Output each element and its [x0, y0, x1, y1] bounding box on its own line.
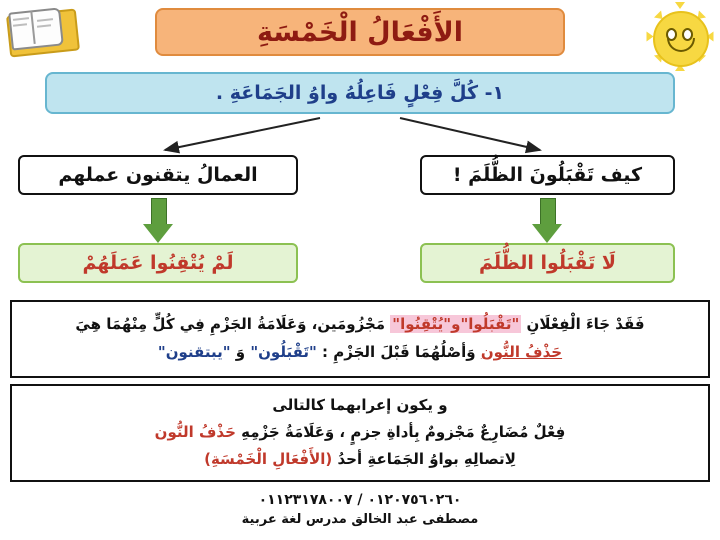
example-question-left: العمالُ يتقنون عملهم [18, 155, 298, 195]
explanation-line-1 [26, 310, 694, 338]
parsing-highlight-1: حَذْفُ النُّون [154, 423, 236, 441]
down-arrow-left-icon [143, 198, 173, 244]
parsing-header: و يكون إعرابهما كالتالى [272, 396, 448, 414]
explanation-text-2b: وَ [230, 343, 251, 361]
example-answer-left: لَمْ يُتْقِنُوا عَمَلَهُمْ [18, 243, 298, 283]
footer-phone-numbers: ٠١٢٠٧٥٦٠٢٦٠ / ٠١١٢٣١٧٨٠٠٧ [258, 492, 462, 508]
parsing-line-1 [26, 419, 694, 446]
open-book-icon [8, 8, 80, 54]
parsing-box [10, 384, 710, 482]
parsing-line-2 [26, 446, 694, 473]
example-answer-right: لَا تَقْبَلُوا الظُّلَمَ [420, 243, 675, 283]
explanation-box [10, 300, 710, 378]
footer [0, 492, 720, 527]
footer-credit: مصطفى عبد الخالق مدرس لغة عربية [241, 512, 479, 527]
explanation-text-2a: وَأصْلُهُمَا قَبْلَ الجَزْمِ : [316, 343, 481, 361]
down-arrow-right-icon [532, 198, 562, 244]
explanation-highlight-1: "تَقْبَلُوا"و"يُتْقِنُوا" [392, 315, 520, 333]
parsing-highlight-2: (الأَفْعَالِ الْخَمْسَةِ) [204, 450, 333, 468]
rule-banner [45, 72, 675, 114]
parsing-text-1: فِعْلٌ مُضَارِعٌ مَجْزومٌ بِأداةِ جزمٍ ، وَعَلَامَةُ جَزْمِهِ [235, 423, 566, 441]
explanation-highlight-4: "يبتقنون" [157, 343, 231, 361]
page-title-text: الأَفْعَالُ الْخَمْسَةِ [256, 16, 464, 48]
explanation-highlight-3: "تَقْبَلُون" [250, 343, 317, 361]
smiling-sun-icon [648, 6, 710, 68]
example-question-right: كيف تَقْبَلُونَ الظُّلَمَ ! [420, 155, 675, 195]
explanation-line-2 [26, 338, 694, 366]
rule-text: ١- كُلَّ فِعْلٍ فَاعِلُهُ واوُ الجَمَاعَةِ . [215, 82, 505, 104]
explanation-text-1b: مَجْزُومَين، وَعَلَامَةُ الجَزْمِ فِي كُلٍّ مِنْهُمَا هِيَ [75, 315, 391, 333]
explanation-highlight-2: حَذْفُ النُّون [480, 343, 563, 361]
parsing-text-2: لِاتصالِهِ بواوُ الجَمَاعةِ أحدُ [332, 450, 516, 468]
explanation-text-1a: فَقَدْ جَاءَ الْفِعْلَانِ [521, 315, 645, 333]
page-title [155, 8, 565, 56]
